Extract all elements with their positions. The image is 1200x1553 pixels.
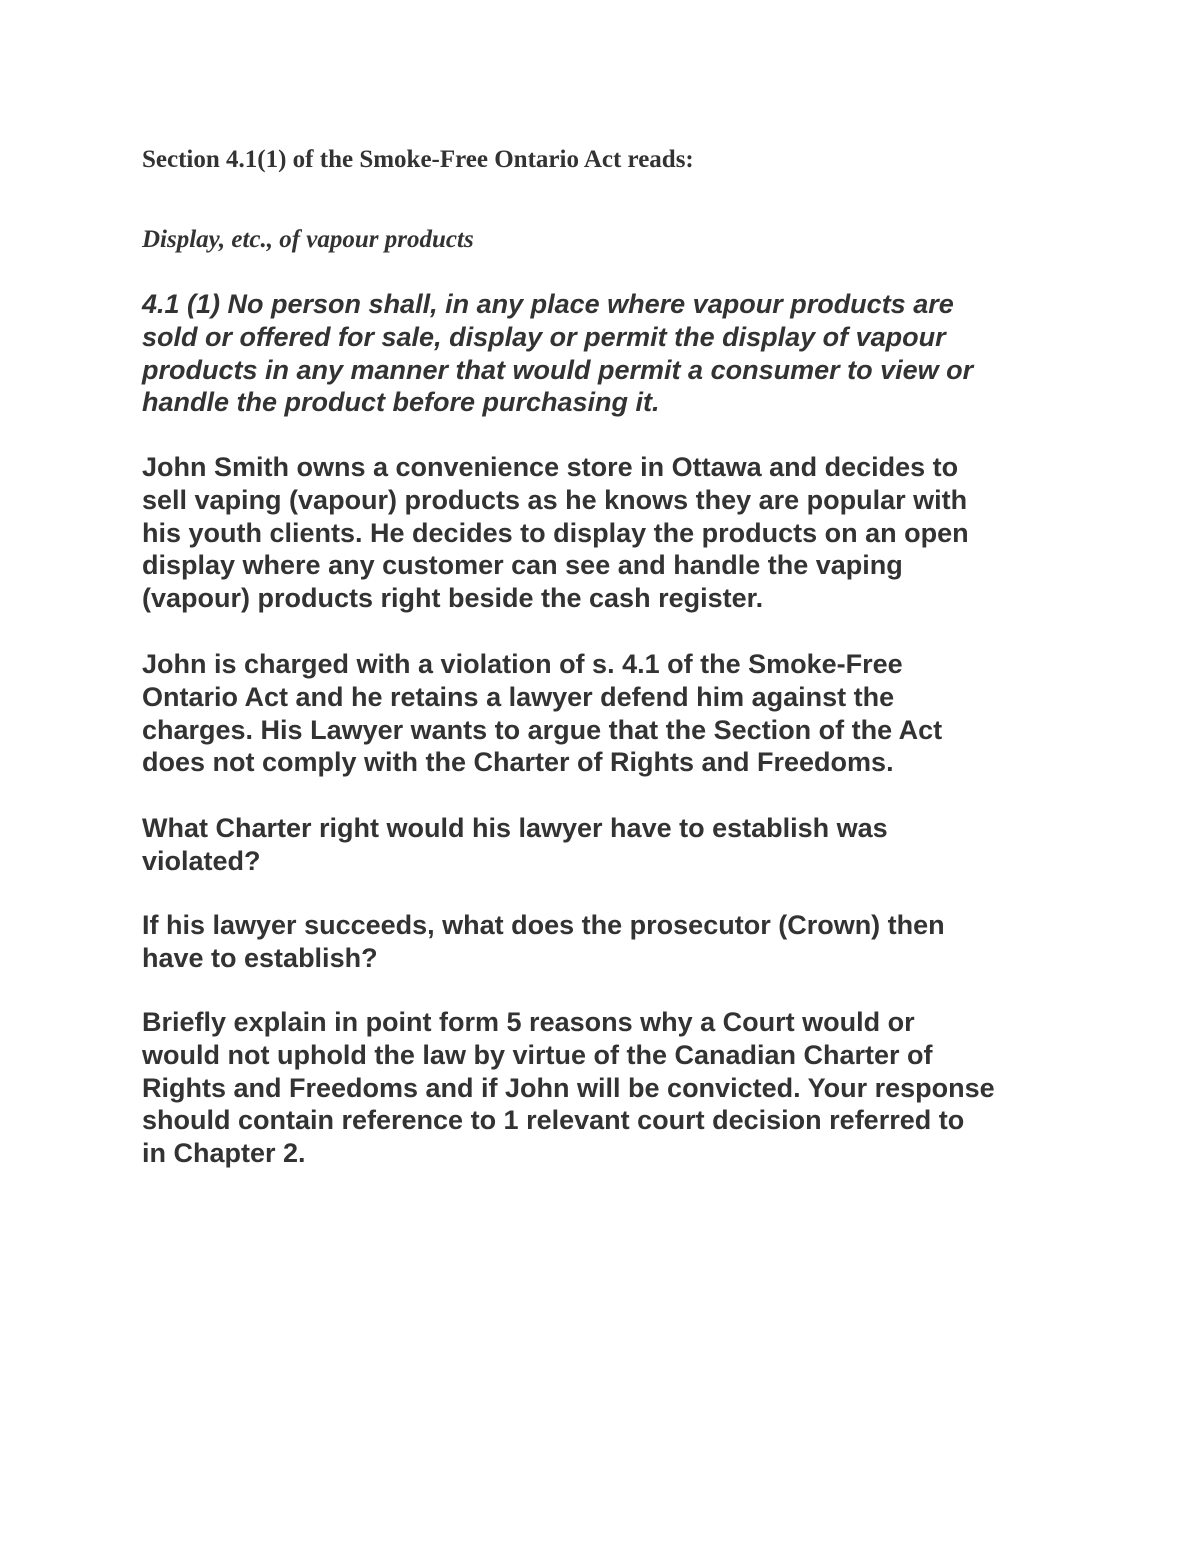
- charge-paragraph: [142, 648, 1082, 779]
- question-1: [142, 812, 1082, 878]
- facts-line: display where any customer can see and handle the vaping: [142, 550, 903, 581]
- question-line: Briefly explain in point form 5 reasons why a Court would or: [142, 1007, 915, 1037]
- question-line: in Chapter 2.: [142, 1138, 306, 1169]
- charge-line: does not comply with the Charter of Rights and Freedoms.: [142, 747, 894, 778]
- question-line: If his lawyer succeeds, what does the prosecutor (Crown) then: [142, 910, 945, 940]
- statute-line: sold or offered for sale, display or permit the display of vapour: [142, 321, 946, 352]
- statute-text: [142, 288, 1082, 419]
- statute-line: handle the product before purchasing it.: [142, 387, 660, 418]
- question-2: [142, 909, 1082, 975]
- charge-line: Ontario Act and he retains a lawyer defend him against the: [142, 681, 895, 712]
- question-line: violated?: [142, 845, 261, 876]
- question-line: Rights and Freedoms and if John will be convicted. Your response: [142, 1072, 995, 1103]
- statute-line: 4.1 (1) No person shall, in any place where vapour products are: [142, 289, 954, 319]
- question-3: [142, 1006, 1082, 1170]
- question-line: would not uphold the law by virtue of the Canadian Charter of: [142, 1039, 933, 1070]
- charge-line: charges. His Lawyer wants to argue that the Section of the Act: [142, 714, 943, 745]
- facts-line: sell vaping (vapour) products as he knows they are popular with: [142, 484, 968, 515]
- question-line: should contain reference to 1 relevant court decision referred to: [142, 1105, 965, 1136]
- facts-line: John Smith owns a convenience store in Ottawa and decides to: [142, 452, 959, 482]
- facts-line: (vapour) products right beside the cash register.: [142, 583, 764, 614]
- statute-line: products in any manner that would permit a consumer to view or: [142, 354, 974, 385]
- charge-line: John is charged with a violation of s. 4.1 of the Smoke-Free: [142, 649, 903, 679]
- question-line: What Charter right would his lawyer have to establish was: [142, 813, 888, 843]
- question-line: have to establish?: [142, 942, 378, 973]
- facts-paragraph: [142, 451, 1082, 615]
- section-heading: Section 4.1(1) of the Smoke-Free Ontario Act reads:: [142, 146, 694, 173]
- facts-line: his youth clients. He decides to display the products on an open: [142, 517, 969, 548]
- statute-subheading: Display, etc., of vapour products: [142, 226, 474, 253]
